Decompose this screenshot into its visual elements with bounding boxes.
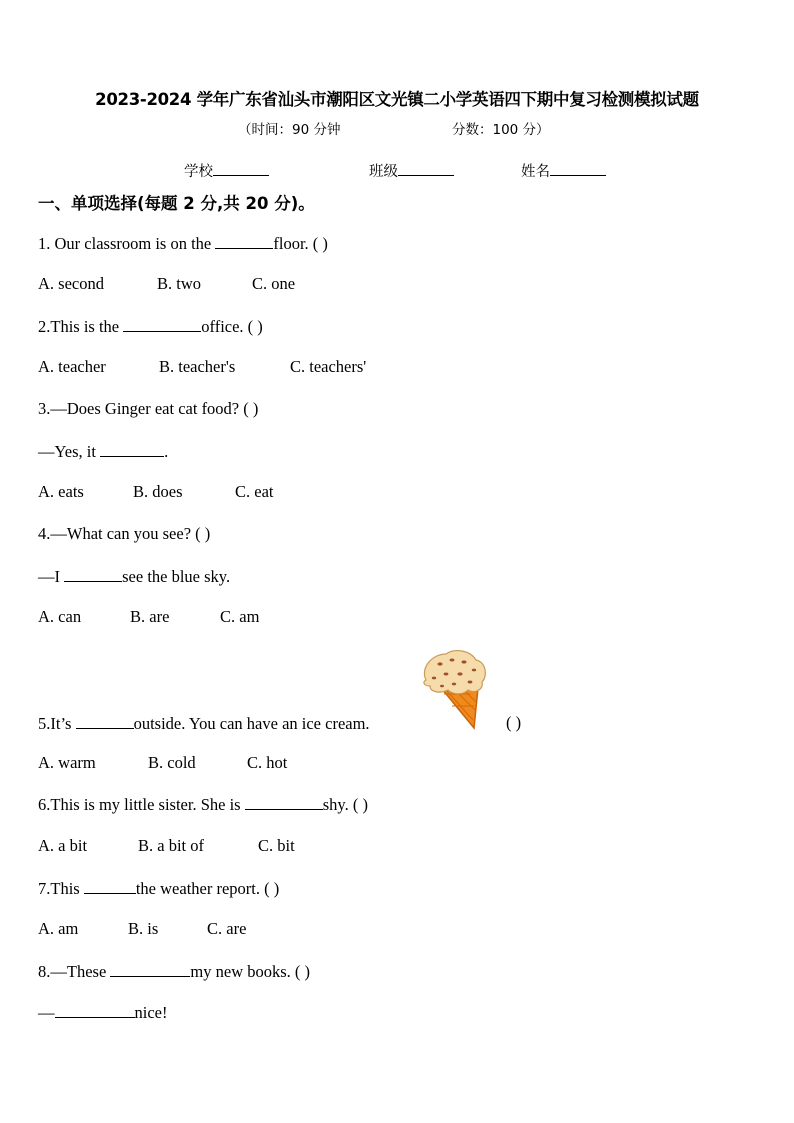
question-4: [38, 524, 210, 544]
question-text: —I: [38, 567, 65, 586]
question-text: 2.This is the: [38, 317, 124, 336]
answer-blank[interactable]: [76, 713, 134, 729]
option-b[interactable]: B. a bit of: [138, 836, 204, 855]
name-field: [521, 160, 606, 181]
question-text: 4.—What can you see? ( ): [38, 524, 211, 543]
option-a[interactable]: A. can: [38, 607, 82, 626]
question-text: floor. ( ): [273, 234, 328, 253]
question-text: shy. ( ): [322, 795, 368, 814]
question-4-answer-line: [38, 566, 230, 587]
question-text: —: [38, 1003, 55, 1022]
exam-time: （时间：90 分钟: [238, 122, 341, 138]
question-7: [38, 878, 279, 899]
question-text: 7.This: [38, 879, 84, 898]
question-text: outside. You can have an ice cream.: [133, 714, 370, 733]
question-2: [38, 316, 263, 337]
exam-score: 分数：100 分）: [452, 122, 550, 138]
option-b[interactable]: B. does: [133, 482, 183, 501]
option-c[interactable]: C. teachers': [290, 357, 367, 376]
question-text: office. ( ): [201, 317, 263, 336]
question-1: [38, 233, 328, 254]
option-c[interactable]: C. one: [252, 274, 296, 293]
option-a[interactable]: A. eats: [38, 482, 84, 501]
option-a[interactable]: A. a bit: [38, 836, 88, 855]
option-c[interactable]: C. hot: [247, 753, 288, 772]
option-a[interactable]: A. second: [38, 274, 104, 293]
question-6: [38, 794, 368, 815]
question-text: the weather report. ( ): [135, 879, 280, 898]
page-title: 2023-2024 学年广东省汕头市潮阳区文光镇二小学英语四下期中复习检测模拟试题: [95, 90, 699, 109]
option-a[interactable]: A. warm: [38, 753, 96, 772]
question-8-answer-line: [38, 1002, 167, 1023]
class-field: [369, 160, 454, 181]
question-text: 8.—These: [38, 962, 111, 981]
question-text: 5.It’s: [38, 714, 76, 733]
question-text: —Yes, it: [38, 442, 101, 461]
option-b[interactable]: B. cold: [148, 753, 196, 772]
answer-bracket[interactable]: ( ): [506, 713, 522, 732]
class-label: 班级: [369, 164, 398, 180]
question-text: 1. Our classroom is on the: [38, 234, 216, 253]
question-text: 3.—Does Ginger eat cat food? ( ): [38, 399, 259, 418]
question-3: [38, 399, 258, 419]
option-a[interactable]: A. am: [38, 919, 79, 938]
option-a[interactable]: A. teacher: [38, 357, 106, 376]
option-b[interactable]: B. teacher's: [159, 357, 236, 376]
answer-blank[interactable]: [215, 233, 273, 249]
question-text: my new books. ( ): [190, 962, 311, 981]
answer-blank[interactable]: [245, 794, 323, 810]
option-b[interactable]: B. are: [130, 607, 170, 626]
school-field: [184, 160, 269, 181]
option-c[interactable]: C. eat: [235, 482, 274, 501]
school-label: 学校: [184, 164, 213, 180]
question-text: see the blue sky.: [122, 567, 231, 586]
answer-blank[interactable]: [55, 1002, 135, 1018]
option-b[interactable]: B. two: [157, 274, 202, 293]
question-5: [38, 713, 370, 734]
question-text: 6.This is my little sister. She is: [38, 795, 245, 814]
answer-blank[interactable]: [64, 566, 122, 582]
answer-blank[interactable]: [100, 441, 164, 457]
question-text: .: [164, 442, 169, 461]
ice-cream-icon: [418, 646, 490, 732]
option-b[interactable]: B. is: [128, 919, 159, 938]
school-blank[interactable]: [213, 161, 269, 176]
question-text: nice!: [134, 1003, 168, 1022]
question-3-answer-line: [38, 441, 168, 462]
option-c[interactable]: C. am: [220, 607, 260, 626]
name-label: 姓名: [521, 164, 550, 180]
answer-blank[interactable]: [84, 878, 136, 894]
answer-blank[interactable]: [110, 961, 190, 977]
class-blank[interactable]: [398, 161, 454, 176]
option-c[interactable]: C. bit: [258, 836, 295, 855]
question-8: [38, 961, 310, 982]
option-c[interactable]: C. are: [207, 919, 247, 938]
answer-blank[interactable]: [123, 316, 201, 332]
section-heading: 一、单项选择(每题 2 分,共 20 分)。: [38, 194, 315, 213]
name-blank[interactable]: [550, 161, 606, 176]
